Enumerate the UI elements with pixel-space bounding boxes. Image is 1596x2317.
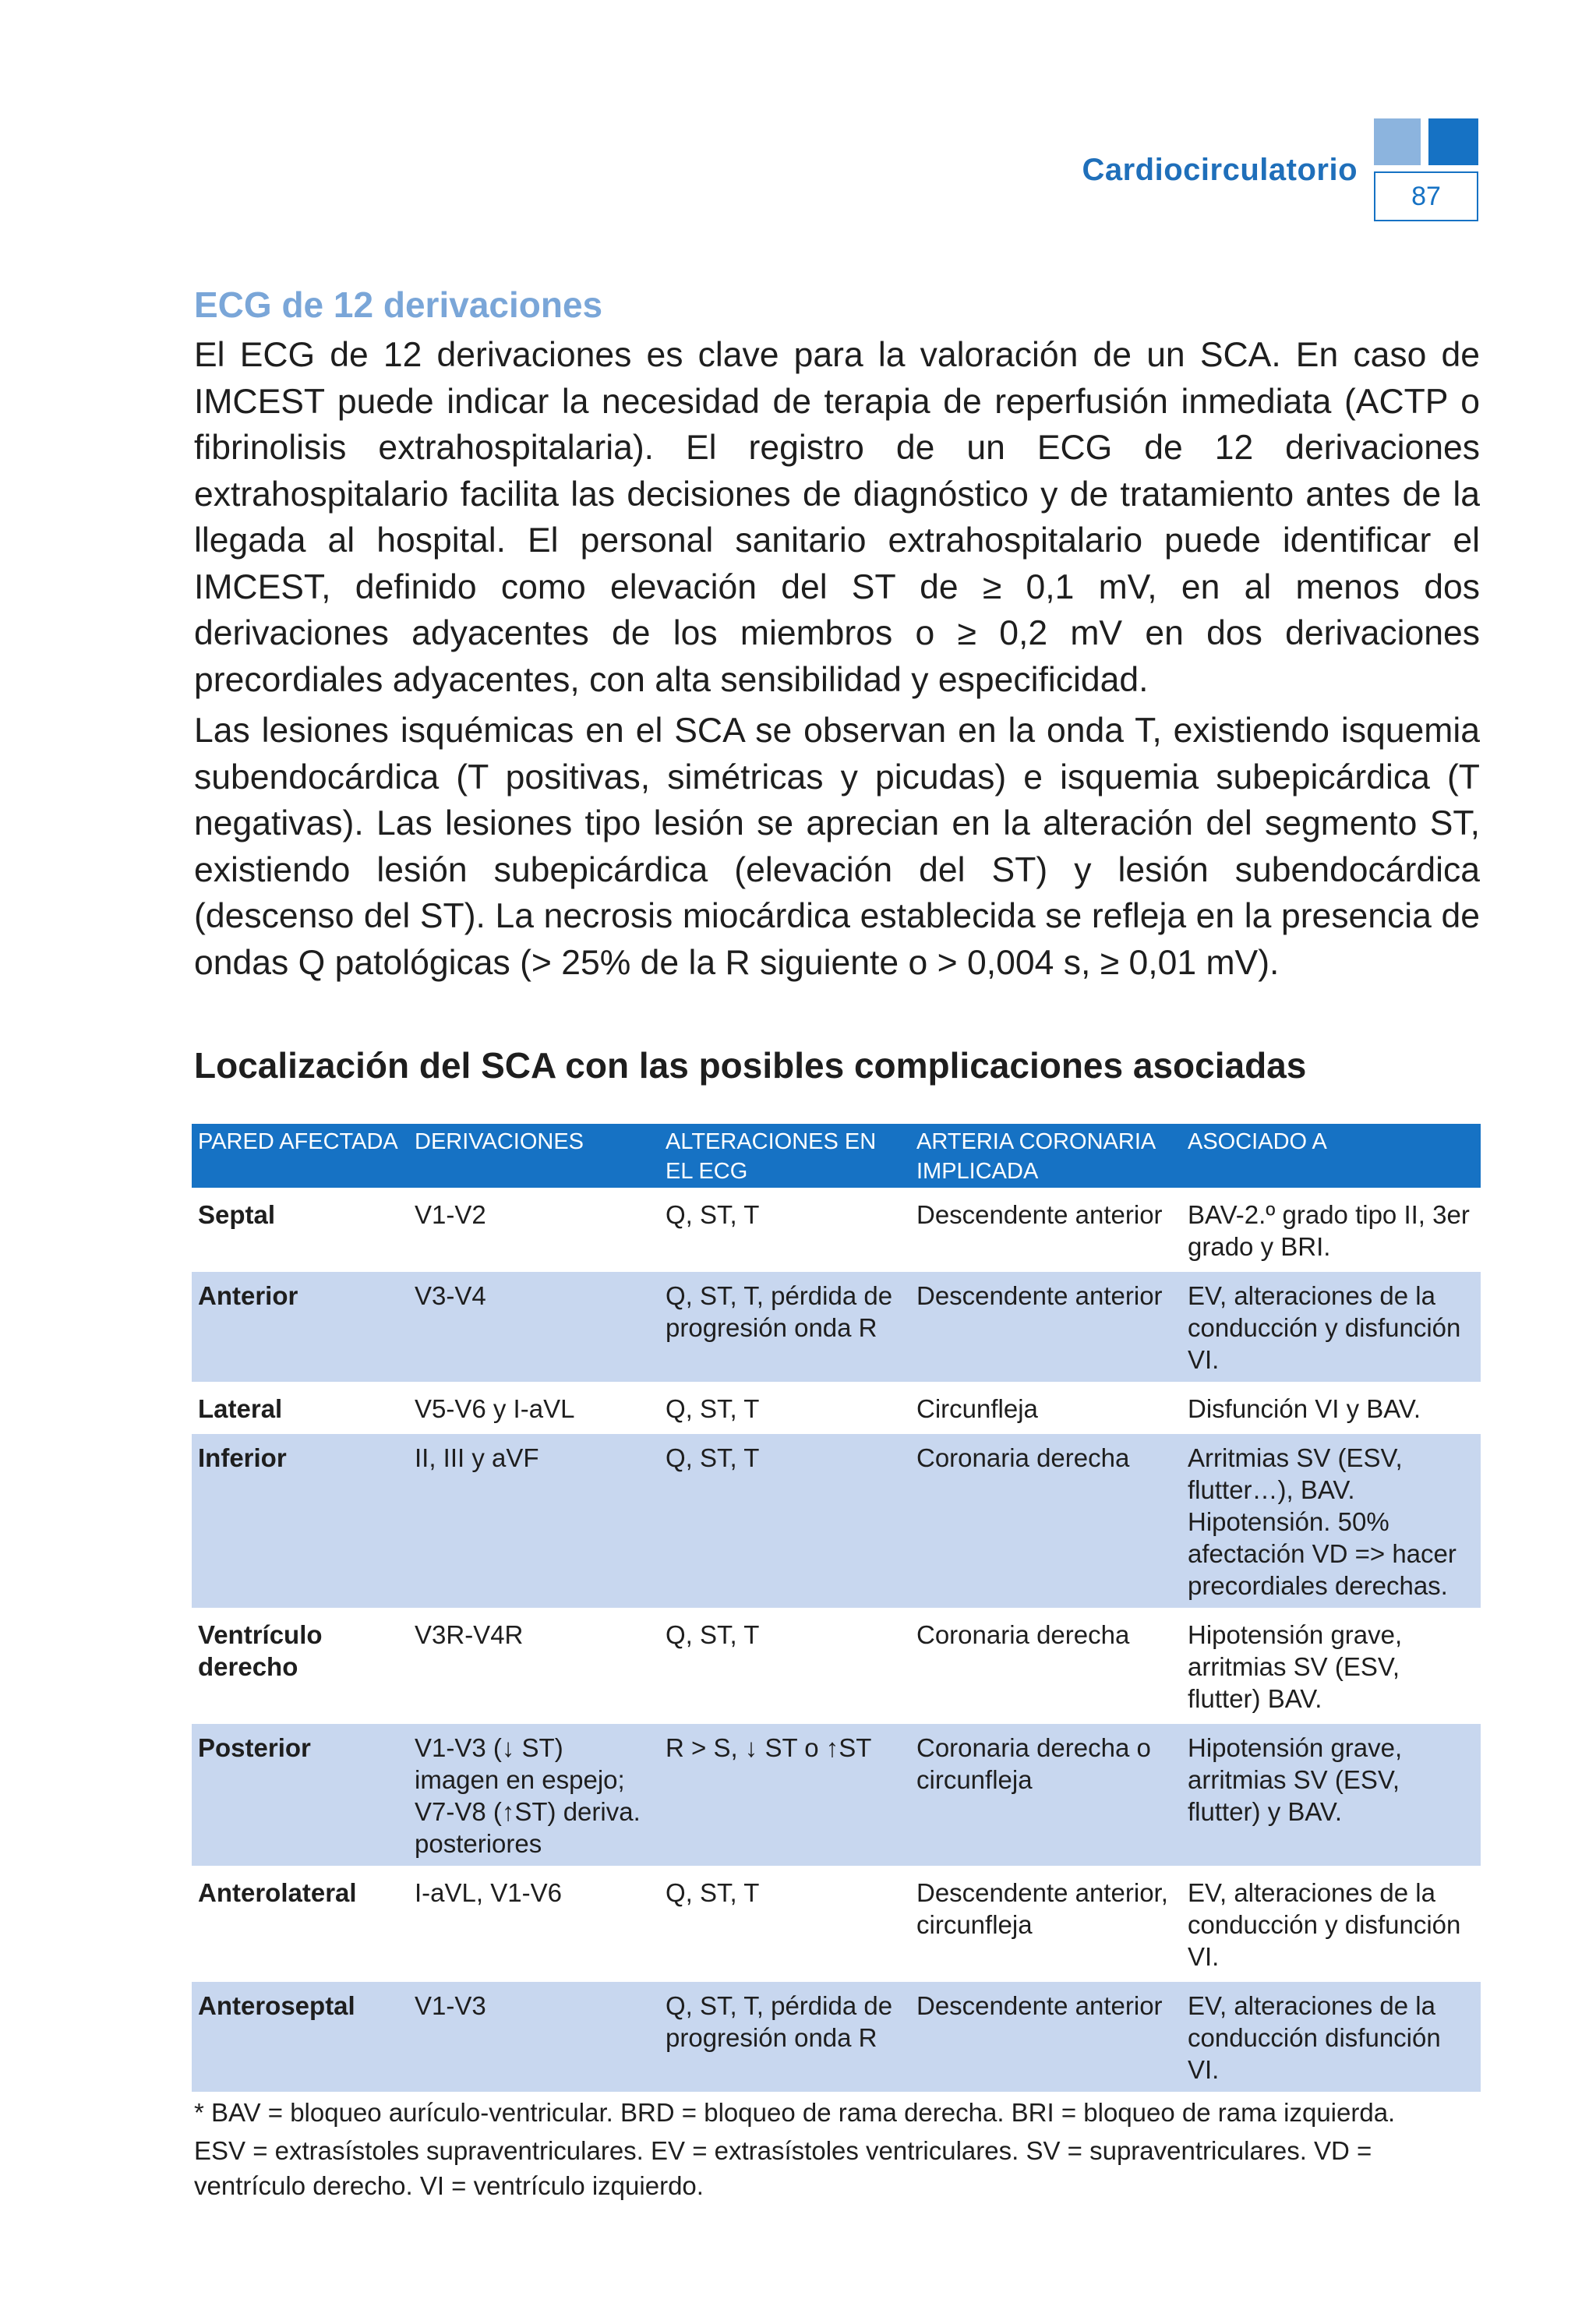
table-row xyxy=(192,1189,1481,1270)
cell-artery: Coronaria derecha xyxy=(910,1432,1181,1609)
table-row xyxy=(192,1980,1481,2092)
cell-wall: Ventrículo derecho xyxy=(192,1609,408,1722)
running-head: Cardiocirculatorio xyxy=(1082,153,1358,187)
cell-wall: Anterolateral xyxy=(192,1867,408,1980)
table-row xyxy=(192,1867,1481,1980)
cell-wall: Posterior xyxy=(192,1722,408,1867)
header-square-dark xyxy=(1428,118,1478,165)
cell-wall: Inferior xyxy=(192,1432,408,1609)
cell-leads: V5-V6 y I-aVL xyxy=(408,1383,659,1432)
cell-ecg: Q, ST, T xyxy=(659,1189,910,1270)
page-number: 87 xyxy=(1374,171,1478,221)
cell-wall: Lateral xyxy=(192,1383,408,1432)
cell-leads: V3R-V4R xyxy=(408,1609,659,1722)
cell-leads: V1-V3 xyxy=(408,1980,659,2092)
table-body xyxy=(192,1189,1481,2092)
paragraph: El ECG de 12 derivaciones es clave para la valoración de un SCA. En caso de IMCEST puede indicar la necesidad de terapia de reperfusión inmediata (ACTP o fibrinolisis extrahospitalaria). El registro de un ECG de 12 derivaciones extrahospitalario facilita las decisiones de diagnóstico y de tratamiento antes de la llegada al hospital. El personal sanitario extrahospitalario puede identificar el IMCEST, definido como elevación del ST de ≥ 0,1 mV, en al menos dos derivaciones adyacentes de los miembros o ≥ 0,2 mV en dos derivaciones precordiales adyacentes, con alta sensibilidad y especificidad. xyxy=(194,336,1480,699)
cell-associated: Hipotensión grave, arritmias SV (ESV, flutter) y BAV. xyxy=(1181,1722,1481,1867)
column-header: PARED AFECTADA xyxy=(192,1124,408,1189)
column-header: ARTERIA CORONARIA IMPLICADA xyxy=(910,1124,1181,1189)
table-row xyxy=(192,1270,1481,1383)
footnote: ESV = extrasístoles supraventriculares. EV = extrasístoles ventriculares. SV = supraventriculares. VD = ventrículo derecho. VI = ventrículo izquierdo. xyxy=(194,2136,1372,2200)
cell-artery: Descendente anterior xyxy=(910,1980,1181,2092)
cell-artery: Coronaria derecha o circunfleja xyxy=(910,1722,1181,1867)
column-header: ALTERACIONES EN EL ECG xyxy=(659,1124,910,1189)
table-title: Localización del SCA con las posibles complicaciones asociadas xyxy=(194,1045,1307,1086)
cell-leads: V3-V4 xyxy=(408,1270,659,1383)
cell-leads: I-aVL, V1-V6 xyxy=(408,1867,659,1980)
cell-associated: EV, alteraciones de la conducción y disfunción VI. xyxy=(1181,1270,1481,1383)
cell-leads: V1-V2 xyxy=(408,1189,659,1270)
cell-wall: Septal xyxy=(192,1189,408,1270)
table-row xyxy=(192,1722,1481,1867)
footnote: * BAV = bloqueo aurículo-ventricular. BRD = bloqueo de rama derecha. BRI = bloqueo de rama izquierda. xyxy=(194,2098,1396,2127)
cell-leads: V1-V3 (↓ ST) imagen en espejo; V7-V8 (↑ST) deriva. posteriores xyxy=(408,1722,659,1867)
column-header: DERIVACIONES xyxy=(408,1124,659,1189)
cell-artery: Descendente anterior xyxy=(910,1189,1181,1270)
column-header: ASOCIADO A xyxy=(1181,1124,1481,1189)
cell-associated: EV, alteraciones de la conducción y disfunción VI. xyxy=(1181,1867,1481,1980)
header-square-light xyxy=(1374,118,1421,165)
table-header-row xyxy=(192,1124,1481,1189)
cell-ecg: R > S, ↓ ST o ↑ST xyxy=(659,1722,910,1867)
cell-ecg: Q, ST, T xyxy=(659,1383,910,1432)
cell-leads: II, III y aVF xyxy=(408,1432,659,1609)
cell-ecg: Q, ST, T, pérdida de progresión onda R xyxy=(659,1980,910,2092)
table-row xyxy=(192,1609,1481,1722)
cell-ecg: Q, ST, T xyxy=(659,1432,910,1609)
paragraph: Las lesiones isquémicas en el SCA se observan en la onda T, existiendo isquemia subendocárdica (T positivas, simétricas y picudas) e isquemia subepicárdica (T negativas). Las lesiones tipo lesión se aprecian en la alteración del segmento ST, existiendo lesión subepicárdica (elevación del ST) y lesión subendocárdica (descenso del ST). La necrosis miocárdica establecida se refleja en la presencia de ondas Q patológicas (> 25% de la R siguiente o > 0,004 s, ≥ 0,01 mV). xyxy=(194,712,1480,982)
table-row xyxy=(192,1432,1481,1609)
cell-artery: Descendente anterior, circunfleja xyxy=(910,1867,1181,1980)
cell-wall: Anterior xyxy=(192,1270,408,1383)
cell-ecg: Q, ST, T xyxy=(659,1609,910,1722)
cell-ecg: Q, ST, T, pérdida de progresión onda R xyxy=(659,1270,910,1383)
cell-associated: Hipotensión grave, arritmias SV (ESV, flutter) BAV. xyxy=(1181,1609,1481,1722)
cell-artery: Coronaria derecha xyxy=(910,1609,1181,1722)
sca-table xyxy=(192,1124,1481,2092)
section-heading: ECG de 12 derivaciones xyxy=(194,284,603,325)
body-text xyxy=(194,332,1480,991)
cell-associated: BAV-2.º grado tipo II, 3er grado y BRI. xyxy=(1181,1189,1481,1270)
cell-associated: Arritmias SV (ESV, flutter…), BAV. Hipotensión. 50% afectación VD => hacer precordiales derechas. xyxy=(1181,1432,1481,1609)
cell-artery: Descendente anterior xyxy=(910,1270,1181,1383)
table-row xyxy=(192,1383,1481,1432)
cell-associated: Disfunción VI y BAV. xyxy=(1181,1383,1481,1432)
cell-associated: EV, alteraciones de la conducción disfunción VI. xyxy=(1181,1980,1481,2092)
cell-artery: Circunfleja xyxy=(910,1383,1181,1432)
cell-ecg: Q, ST, T xyxy=(659,1867,910,1980)
cell-wall: Anteroseptal xyxy=(192,1980,408,2092)
footnotes xyxy=(194,2095,1480,2206)
